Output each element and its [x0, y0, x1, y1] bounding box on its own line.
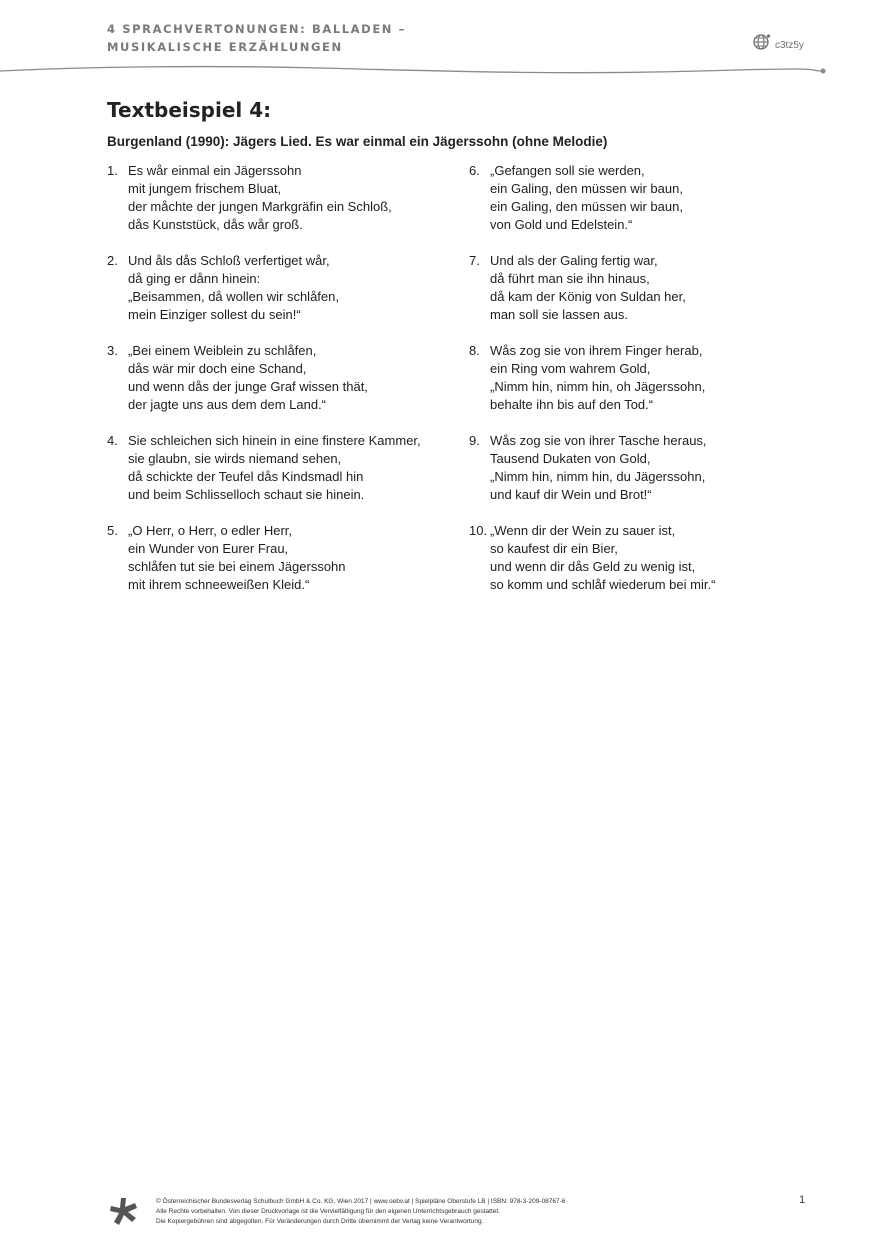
verse-line: dås wär mir doch eine Schand,	[128, 361, 307, 376]
verse-line: ein Wunder von Eurer Frau,	[128, 541, 289, 556]
verse-line: „Nimm hin, nimm hin, oh Jägerssohn,	[490, 379, 706, 394]
stanza-number: 5.	[107, 523, 118, 538]
header-rule	[0, 60, 890, 80]
verse-line: so kaufest dir ein Bier,	[490, 541, 618, 556]
verse-line: ein Galing, den müssen wir baun,	[490, 181, 683, 196]
verse-line: då schickte der Teufel dås Kindsmadl hin	[128, 469, 364, 484]
stanza-number: 7.	[469, 253, 480, 268]
page-title: Textbeispiel 4:	[107, 98, 272, 122]
verse-line: då ging er dånn hinein:	[128, 271, 261, 286]
verse-line: so komm und schlåf wiederum bei mir.“	[490, 577, 716, 592]
verse-line: Sie schleichen sich hinein in eine finstere Kammer,	[128, 433, 421, 448]
verse-line: Wås zog sie von ihrer Tasche heraus,	[490, 433, 707, 448]
verse-line: und wenn dås der junge Graf wissen thät,	[128, 379, 368, 394]
verse-line: mit jungem frischem Bluat,	[128, 181, 282, 196]
stanza-number: 2.	[107, 253, 118, 268]
verse-line: Und als der Galing fertig war,	[490, 253, 658, 268]
stanza-3	[107, 342, 467, 414]
stanza-9	[469, 432, 769, 504]
verse-line: von Gold und Edelstein.“	[490, 217, 633, 232]
verse-line: då führt man sie ihn hinaus,	[490, 271, 650, 286]
copyright-notice	[156, 1197, 565, 1227]
stanza-1	[107, 162, 467, 234]
verse-line: ein Ring vom wahrem Gold,	[490, 361, 651, 376]
stanza-10	[469, 522, 769, 594]
stanza-number: 6.	[469, 163, 480, 178]
verse-line: mit ihrem schneeweißen Kleid.“	[128, 577, 310, 592]
verse-line: und wenn dir dås Geld zu wenig ist,	[490, 559, 696, 574]
stanza-5	[107, 522, 467, 594]
copyright-line: Die Kopiergebühren sind abgegolten. Für Veränderungen durch Dritte übernimmt der Verlag keine Verantwortung.	[156, 1218, 484, 1225]
section-header-line2: MUSIKALISCHE ERZÄHLUNGEN	[107, 40, 343, 54]
verse-line: Es wår einmal ein Jägerssohn	[128, 163, 302, 178]
song-subtitle: Burgenland (1990): Jägers Lied. Es war einmal ein Jägerssohn (ohne Melodie)	[107, 134, 608, 149]
section-header	[107, 20, 406, 56]
stanza-column-right	[469, 162, 769, 612]
copyright-line: © Österreichischer Bundesverlag Schulbuch GmbH & Co. KG, Wien 2017 | www.oebv.at | Spielpläne Oberstufe LB | ISBN: 978-3-209-08767-6	[156, 1198, 566, 1205]
verse-line: „Beisammen, då wollen wir schlåfen,	[128, 289, 339, 304]
verse-line: und kauf dir Wein und Brot!“	[490, 487, 652, 502]
verse-line: sie glaubn, sie wirds niemand sehen,	[128, 451, 342, 466]
web-code[interactable]	[753, 32, 804, 51]
verse-line: mein Einziger sollest du sein!“	[128, 307, 301, 322]
stanza-number: 3.	[107, 343, 118, 358]
verse-line: dås Kunststück, dås wår groß.	[128, 217, 303, 232]
verse-line: Tausend Dukaten von Gold,	[490, 451, 651, 466]
stanza-4	[107, 432, 467, 504]
verse-line: man soll sie lassen aus.	[490, 307, 629, 322]
verse-line: „O Herr, o Herr, o edler Herr,	[128, 523, 292, 538]
verse-line: „Wenn dir der Wein zu sauer ist,	[490, 523, 676, 538]
verse-line: då kam der König von Suldan her,	[490, 289, 686, 304]
verse-line: „Nimm hin, nimm hin, du Jägerssohn,	[490, 469, 706, 484]
verse-line: der måchte der jungen Markgräfin ein Schloß,	[128, 199, 392, 214]
stanza-number: 4.	[107, 433, 118, 448]
copyright-line: Alle Rechte vorbehalten. Von dieser Druckvorlage ist die Vervielfältigung für den eigenen Unterrichtsgebrauch gestattet.	[156, 1208, 500, 1215]
section-header-line1: 4 SPRACHVERTONUNGEN: BALLADEN –	[107, 22, 406, 36]
stanza-number: 8.	[469, 343, 480, 358]
publisher-logo-icon	[108, 1196, 140, 1228]
page-number: 1	[799, 1194, 806, 1206]
verse-line: schlåfen tut sie bei einem Jägerssohn	[128, 559, 346, 574]
stanza-2	[107, 252, 467, 324]
web-code-text: c3tz5y	[775, 40, 804, 51]
stanza-6	[469, 162, 769, 234]
stanza-number: 9.	[469, 433, 480, 448]
verse-line: „Gefangen soll sie werden,	[490, 163, 645, 178]
verse-line: Wås zog sie von ihrem Finger herab,	[490, 343, 703, 358]
stanza-8	[469, 342, 769, 414]
verse-line: behalte ihn bis auf den Tod.“	[490, 397, 654, 412]
verse-line: ein Galing, den müssen wir baun,	[490, 199, 683, 214]
globe-icon	[753, 33, 771, 51]
stanza-7	[469, 252, 769, 324]
verse-line: Und åls dås Schloß verfertiget wår,	[128, 253, 330, 268]
verse-line: der jagte uns aus dem dem Land.“	[128, 397, 327, 412]
stanza-number: 10.	[469, 523, 488, 538]
verse-line: „Bei einem Weiblein zu schlåfen,	[128, 343, 317, 358]
verse-line: und beim Schlisselloch schaut sie hinein.	[128, 487, 365, 502]
stanza-column-left	[107, 162, 467, 612]
stanza-number: 1.	[107, 163, 118, 178]
